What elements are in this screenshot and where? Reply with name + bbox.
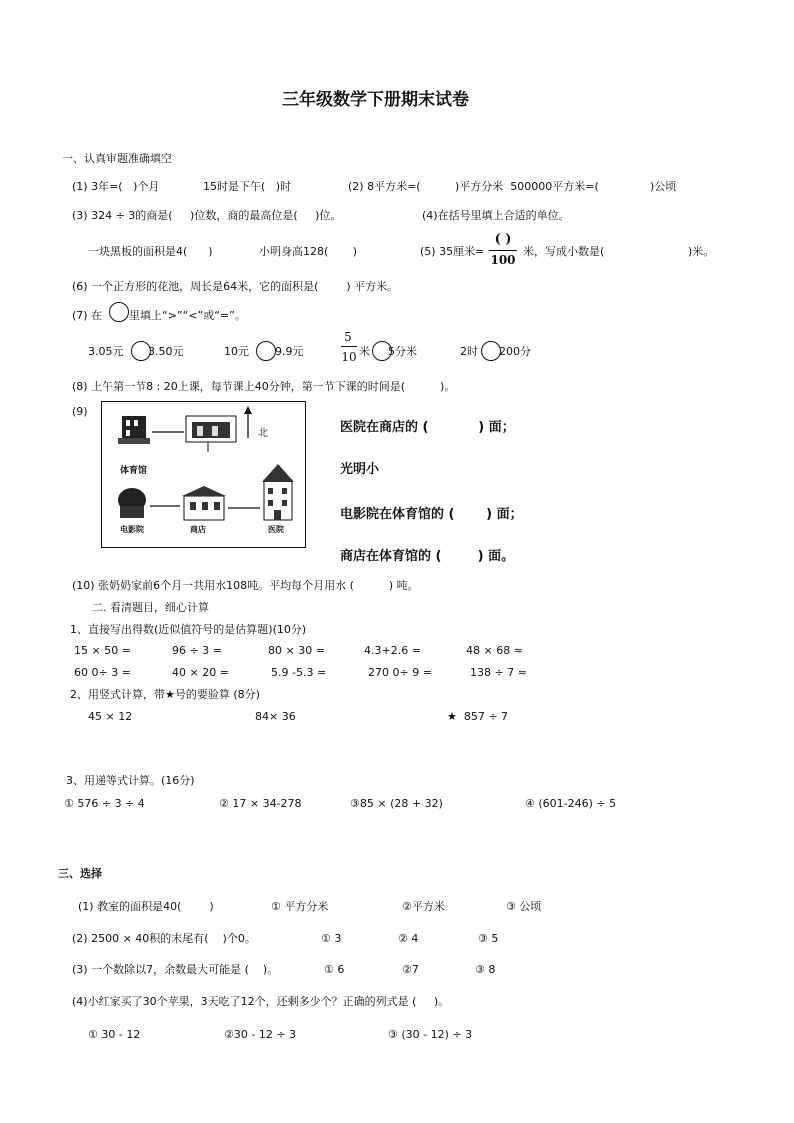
fraction-numerator: 5 <box>344 330 352 344</box>
compare-right: 200分 <box>499 345 531 358</box>
calc-item: 5.9 -5.3 = <box>271 666 327 679</box>
subsection-heading: 2、用竖式计算，带★号的要验算 (8分) <box>70 688 260 701</box>
fraction-bar <box>489 250 517 251</box>
compare-left: 3.05元 <box>88 345 124 358</box>
cinema-building-icon <box>118 488 146 518</box>
compare-left: 米 <box>359 345 370 358</box>
map-label-hospital: 医院 <box>268 525 284 534</box>
calc-item: ② 17 × 34-278 <box>219 797 302 810</box>
choice-question: (2) 2500 × 40积的末尾有( )个0。 <box>72 932 256 945</box>
compare-left: 2时 <box>460 345 478 358</box>
compare-right: 9.9元 <box>275 345 304 358</box>
question-text: 米，写成小数是( <box>523 245 605 258</box>
calc-item: 270 0÷ 9 = <box>368 666 432 679</box>
calc-item: 60 0÷ 3 = <box>74 666 131 679</box>
calc-item: 40 × 20 = <box>172 666 229 679</box>
question-text: 里填上“>”“<”或“=”。 <box>129 309 246 322</box>
choice-question: (4)小红家买了30个苹果，3天吃了12个，还剩多少个？正确的列式是 ( )。 <box>72 995 450 1008</box>
choice-question: (3) 一个数除以7，余数最大可能是 ( )。 <box>72 963 279 976</box>
compare-circle[interactable] <box>481 341 501 361</box>
calc-item: 48 × 68 ≈ <box>466 644 523 657</box>
choice-question: (1) 教室的面积是40( ) <box>78 900 214 913</box>
calc-item: 138 ÷ 7 ≈ <box>470 666 527 679</box>
fraction-bar <box>341 346 357 347</box>
map-label-gym: 体育馆 <box>120 466 148 476</box>
calc-item: 80 × 30 = <box>268 644 325 657</box>
fraction-numerator: ( ) <box>494 232 512 247</box>
section-heading: 二. 看清题目，细心计算 <box>92 601 209 614</box>
question-text: )公顷 <box>650 180 677 193</box>
choice-option: ① 6 <box>324 963 345 976</box>
subsection-heading: 3、用递等式计算。(16分) <box>66 774 195 787</box>
question-text: (1) 3年=( )个月 <box>72 180 160 193</box>
fraction-denominator: 10 <box>341 350 357 364</box>
question-text: (10) 张奶奶家前6个月一共用水108吨。平均每个月用水 ( ) 吨。 <box>72 579 419 592</box>
choice-option: ③ 5 <box>478 932 499 945</box>
fraction-denominator: 100 <box>490 253 516 267</box>
choice-option: ① 平方分米 <box>271 900 329 913</box>
map-label-shop: 商店 <box>190 525 206 534</box>
compare-right: 3.50元 <box>148 345 184 358</box>
calc-item: 84× 36 <box>255 710 296 723</box>
question-text: (9) <box>72 405 88 418</box>
question-text: (3) 324 ÷ 3的商是( )位数，商的最高位是( )位。 <box>72 209 342 222</box>
question-text: (5) 35厘米= <box>420 245 485 258</box>
map-question: 医院在商店的 ( ) 面； <box>340 420 515 435</box>
map-question: 光明小 <box>340 462 380 477</box>
subsection-heading: 1、直接写出得数(近似值符号的是估算题)(10分) <box>70 623 307 636</box>
choice-option: ② 4 <box>398 932 419 945</box>
choice-option: ③ 8 <box>475 963 496 976</box>
map-question: 商店在体育馆的 ( ) 面。 <box>340 549 515 564</box>
question-text: (6) 一个正方形的花池，周长是64米，它的面积是( ) 平方米。 <box>72 280 399 293</box>
page-title: 三年级数学下册期末试卷 <box>282 90 469 110</box>
map-question: 电影院在体育馆的 ( ) 面； <box>340 507 523 522</box>
question-text: (4)在括号里填上合适的单位。 <box>422 209 570 222</box>
calc-item: ① 576 ÷ 3 ÷ 4 <box>64 797 145 810</box>
hospital-building-icon <box>262 464 294 520</box>
question-text: (2) 8平方米=( <box>348 180 421 193</box>
compare-circle <box>109 302 129 322</box>
calc-item: ③85 × (28 + 32) <box>350 797 443 810</box>
section-heading: 三、选择 <box>58 867 102 880</box>
direction-map <box>101 401 306 548</box>
choice-option: ②平方米 <box>402 900 445 913</box>
calc-item: 96 ÷ 3 = <box>172 644 222 657</box>
north-arrow-icon <box>244 406 252 438</box>
question-text: (8) 上午第一节8 : 20上课，每节课上40分钟，第一节下课的时间是( )。 <box>72 380 456 393</box>
calc-item: 4.3+2.6 = <box>364 644 421 657</box>
compare-right: 5分米 <box>388 345 417 358</box>
choice-option: ① 3 <box>321 932 342 945</box>
compare-left: 10元 <box>224 345 249 358</box>
section-heading: 一、认真审题准确填空 <box>62 152 172 165</box>
map-label-cinema: 电影院 <box>120 525 144 534</box>
question-text: )平方分米 500000平方米=( <box>455 180 599 193</box>
question-text: (7) 在 <box>72 309 103 322</box>
shop-building-icon <box>182 486 226 520</box>
question-text: )米。 <box>688 245 715 258</box>
calc-item: 15 × 50 = <box>74 644 131 657</box>
choice-option: ① 30 - 12 <box>88 1028 141 1041</box>
gym-building-icon <box>118 416 150 444</box>
question-text: 小明身高128( ) <box>259 245 358 258</box>
calc-item: ④ (601-246) ÷ 5 <box>525 797 617 810</box>
map-label-north: 北 <box>258 428 268 439</box>
building-icon <box>186 416 236 452</box>
calc-item: 45 × 12 <box>88 710 133 723</box>
choice-option: ③ 公顷 <box>506 900 542 913</box>
compare-circle[interactable] <box>256 341 276 361</box>
calc-item: ★ 857 ÷ 7 <box>447 710 509 723</box>
question-text: 15时是下午( )时 <box>203 180 292 193</box>
choice-option: ③ (30 - 12) ÷ 3 <box>388 1028 473 1041</box>
choice-option: ②30 - 12 ÷ 3 <box>224 1028 297 1041</box>
question-text: 一块黑板的面积是4( ) <box>88 245 213 258</box>
choice-option: ②7 <box>402 963 419 976</box>
